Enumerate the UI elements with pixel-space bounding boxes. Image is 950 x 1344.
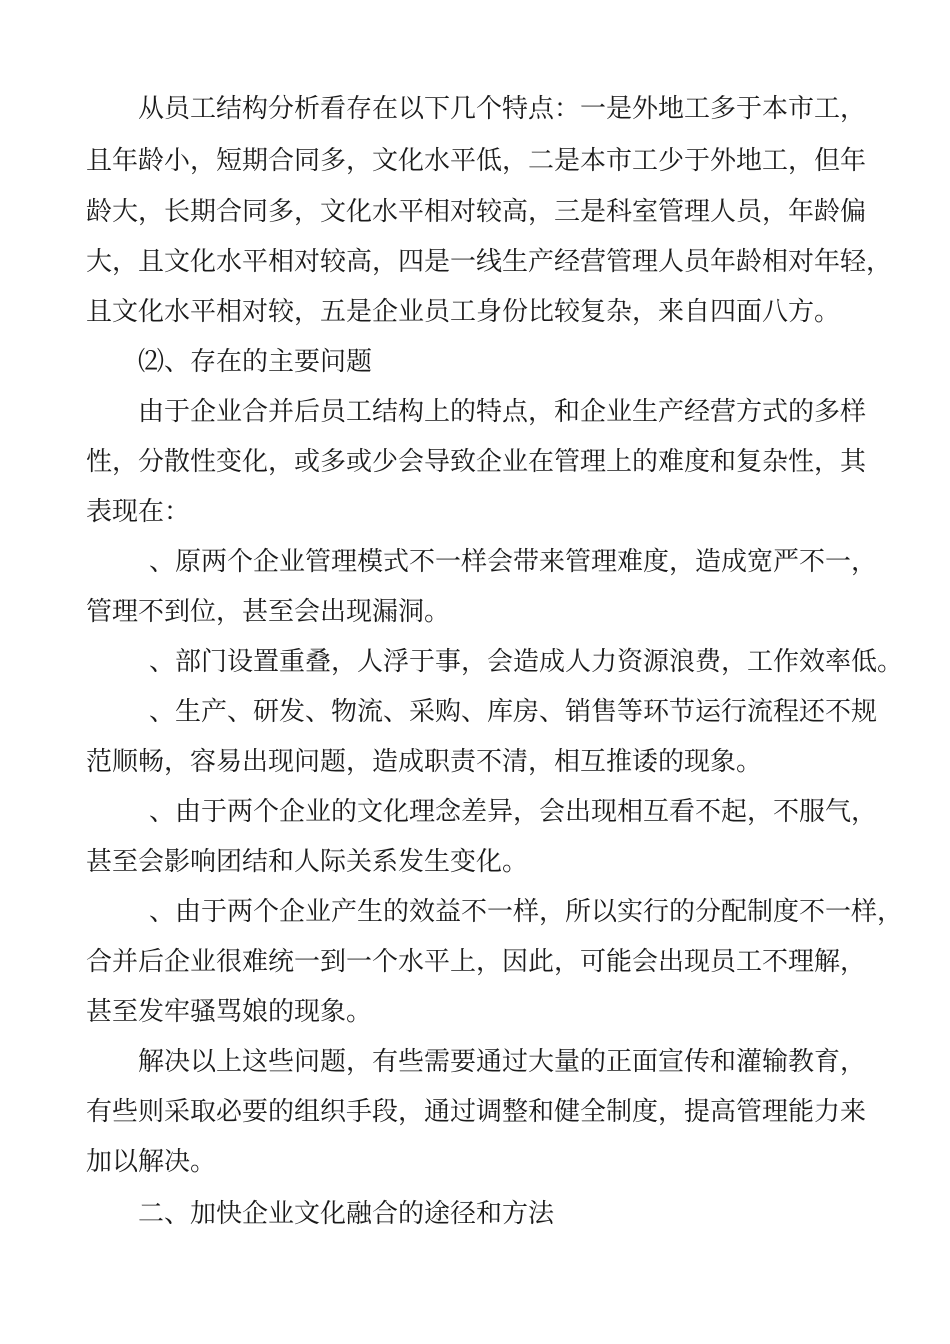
text-line: 加以解决。 <box>86 1147 217 1177</box>
list-item-line: 、由于两个企业的文化理念差异，会出现相互看不起，不服气， <box>149 797 878 827</box>
text-line: 解决以上这些问题，有些需要通过大量的正面宣传和灌输教育， <box>138 1047 867 1077</box>
text-line: 甚至发牢骚骂娘的现象。 <box>86 997 373 1027</box>
text-line: 甚至会影响团结和人际关系发生变化。 <box>86 847 529 877</box>
text-line: 且年龄小，短期合同多，文化水平低，二是本市工少于外地工，但年 <box>86 146 867 176</box>
text-line: 合并后企业很难统一到一个水平上，因此，可能会出现员工不理解， <box>86 947 867 977</box>
section-heading: ⑵、存在的主要问题 <box>138 347 373 377</box>
list-item-line: 、原两个企业管理模式不一样会带来管理难度，造成宽严不一， <box>149 547 878 577</box>
text-line: 表现在： <box>86 497 191 527</box>
text-line: 有些则采取必要的组织手段，通过调整和健全制度，提高管理能力来 <box>86 1097 867 1127</box>
text-line: 从员工结构分析看存在以下几个特点：一是外地工多于本市工， <box>138 94 867 124</box>
list-item-line: 、由于两个企业产生的效益不一样，所以实行的分配制度不一样， <box>149 897 904 927</box>
list-item-line: 、部门设置重叠，人浮于事，会造成人力资源浪费，工作效率低。 <box>149 647 904 677</box>
text-line: 龄大，长期合同多，文化水平相对较高，三是科室管理人员，年龄偏 <box>86 197 867 227</box>
text-line: 大，且文化水平相对较高，四是一线生产经营管理人员年龄相对年轻， <box>86 247 893 277</box>
text-line: 且文化水平相对较，五是企业员工身份比较复杂，来自四面八方。 <box>86 297 841 327</box>
text-line: 由于企业合并后员工结构上的特点，和企业生产经营方式的多样 <box>138 397 867 427</box>
section-heading: 二、加快企业文化融合的途径和方法 <box>138 1199 555 1229</box>
text-line: 范顺畅，容易出现问题，造成职责不清，相互推诿的现象。 <box>86 747 763 777</box>
text-line: 管理不到位，甚至会出现漏洞。 <box>86 597 451 627</box>
list-item-line: 、生产、研发、物流、采购、库房、销售等环节运行流程还不规 <box>149 697 878 727</box>
text-line: 性，分散性变化，或多或少会导致企业在管理上的难度和复杂性，其 <box>86 447 867 477</box>
